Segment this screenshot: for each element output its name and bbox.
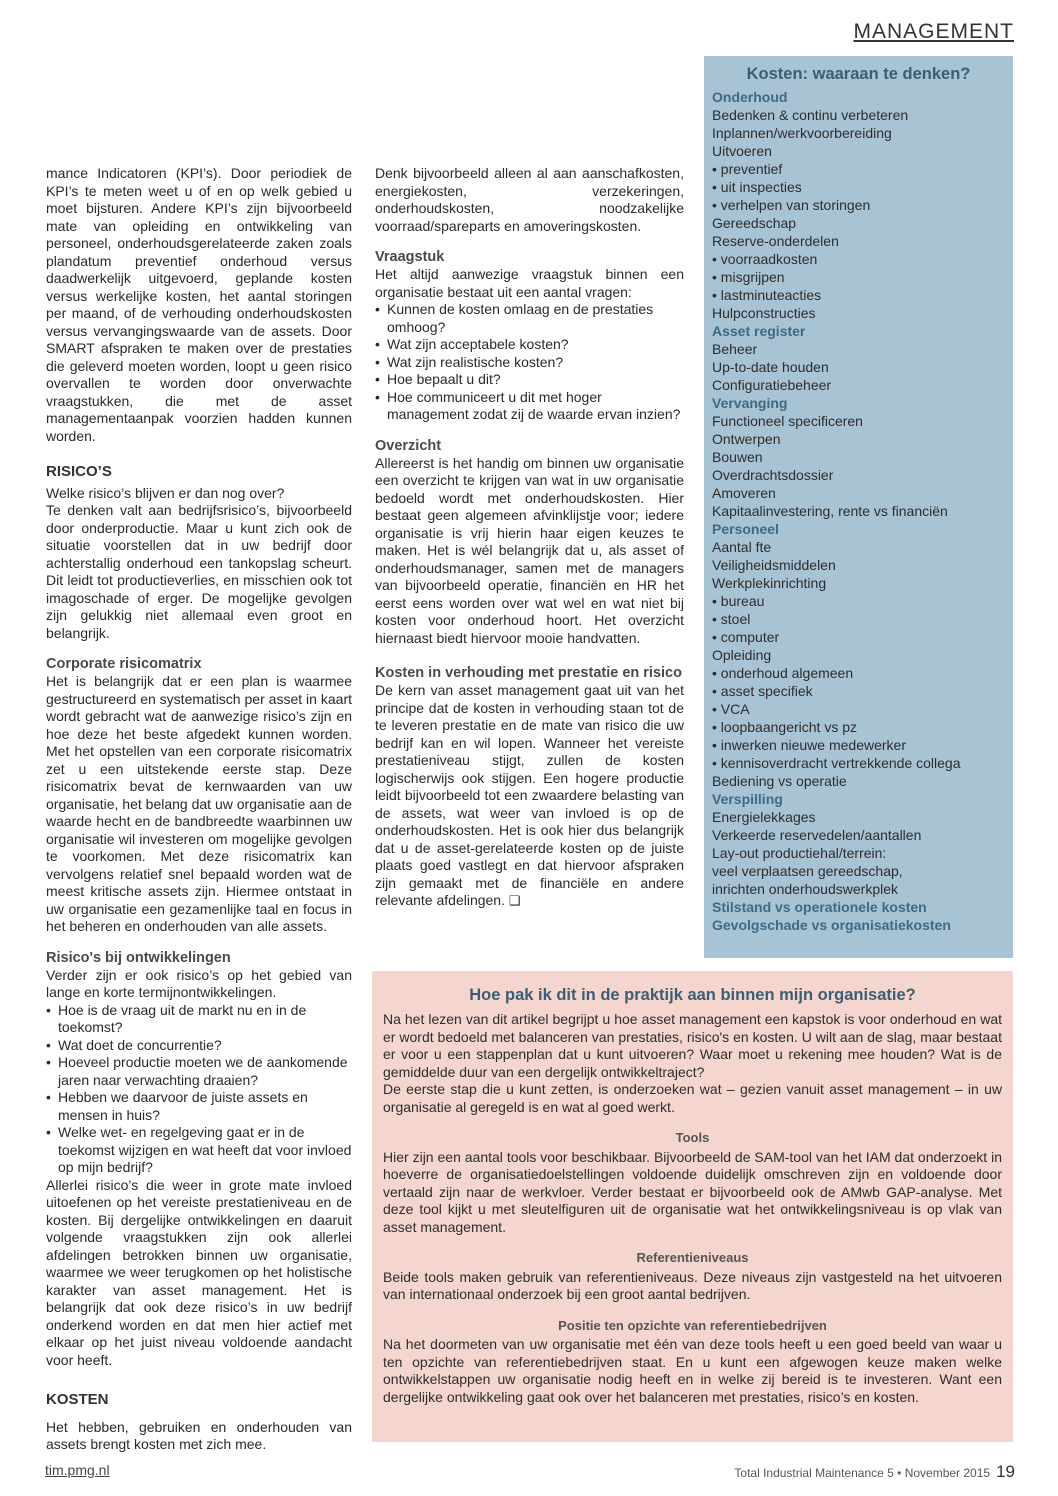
practice-body [372,1011,1013,1406]
sidebar-item: • onderhoud algemeen [712,664,1013,682]
paragraph: Allerlei risico’s die weer in grote mate invloed uitoefenen op het vereiste prestatieniveau en de kosten. Bij dergelijke ontwikkelingen en daaruit volgende vraagstukken zijn ook allerlei afdelingen betrokken binnen uw organisatie, waarmee we weer terugkomen op het holistische karakter van asset management. Het is belangrijk dat ook deze risico’s in uw bedrijf onderkend worden en dat men hier actief met elkaar op het juist niveau voldoende aandacht voor heeft. [46,1176,352,1368]
sidebar-item: • voorraadkosten [712,250,1013,268]
sidebar-item: Overdrachtsdossier [712,467,834,483]
sidebar-item: • inwerken nieuwe medewerker [712,736,1013,754]
article-column-left [46,165,352,1454]
heading-overzicht: Overzicht [375,437,442,454]
sidebar-item: • preventief [712,160,1013,178]
list-item: • Wat zijn realistische kosten? [375,354,684,372]
sidebar-heading: Stilstand vs operationele kosten [712,899,927,915]
sidebar-item: • stoel [712,610,1013,628]
sidebar-title: Kosten: waaraan te denken? [746,65,971,83]
sidebar-item: Kapitaalinvestering, rente vs financiën [712,503,948,519]
sidebar-item: Aantal fte [712,539,772,555]
list-item: • Hoe communiceert u dit met hoger management zodat zij de waarde ervan inzien? [375,389,684,424]
publication-info: Total Industrial Maintenance 5 • November 2015 [734,1466,991,1480]
end-mark-icon: ❑ [508,893,521,908]
sidebar-item: Lay-out productiehal/terrein: [712,845,887,861]
sidebar-item: • bureau [712,592,1013,610]
sidebar-heading: Onderhoud [712,89,788,105]
heading-risicos-ontwikkelingen: Risico's bij ontwikkelingen [46,949,231,966]
list-item: • Hoeveel productie moeten we de aankomende jaren naar verwachting draaien? [46,1054,352,1089]
sidebar-item: Opleiding [712,647,772,663]
sidebar-heading: Gevolgschade vs organisatiekosten [712,917,951,933]
sidebar-item: • lastminuteacties [712,286,1013,304]
list-item: • Hoe bepaalt u dit? [375,371,684,389]
sidebar-item: • kennisoverdracht vertrekkende collega [712,754,1013,772]
paragraph: Het is belangrijk dat er een plan is waarmee gestructureerd en systematisch per asset in kaart wordt gebracht wat de aanwezige risico’s zijn en hoe deze het beste afgedekt kunnen worden. Met het opstellen van een corporate risicomatrix zet u een uitstekende eerste stap. Deze risicomatrix bevat de kernwaarden van uw organisatie, het belang dat uw organisatie aan de waarde hecht en de bandbreedte waarbinnen uw organisatie wil investeren om mogelijke gevolgen te voorkomen. Met deze risicomatrix kan vervolgens relatief snel bepaald worden wat de meest kritische assets zijn. Hiermee ontstaat in uw organisatie een gezamenlijke taal en focus in het beheren en onderhouden van alle assets. [46,673,352,934]
footer-site-link[interactable]: tim.pmg.nl [45,1462,110,1478]
paragraph [375,682,684,910]
practice-title: Hoe pak ik dit in de praktijk aan binnen mijn organisatie? [469,986,916,1004]
sidebar-item: Up-to-date houden [712,359,829,375]
list-item: • Welke wet- en regelgeving gaat er in de toekomst wijzigen en wat heeft dat voor invloed op mijn bedrijf? [46,1124,352,1177]
sidebar-item: Gereedschap [712,215,797,231]
heading-kosten: KOSTEN [46,1391,109,1408]
paragraph: Te denken valt aan bedrijfsrisico’s, bijvoorbeeld door onderproductie. Maar u kunt zich ook de situatie voorstellen dat in uw bedrijf door achterstallig onderhoud een tankopslag scheurt. Dit leidt tot productieverlies, en misschien ook tot imagoschade of erger. De mogelijke gevolgen zijn gelukkig niet allemaal even groot en belangrijk. [46,502,352,641]
sidebar-item: • misgrijpen [712,268,1013,286]
list-item: • Hoe is de vraag uit de markt nu en in de toekomst? [46,1002,352,1037]
heading-risicos: RISICO’S [46,463,112,480]
sidebar-heading: Asset register [712,323,806,339]
paragraph: Na het lezen van dit artikel begrijpt u hoe asset management een kapstok is voor onderhoud en wat er wordt bedoeld met balanceren van prestaties, risico's en kosten. U wilt aan de slag, maar bestaat er voor u een stappenplan dat u kunt uitvoeren? Waar moet u rekening mee houden? Wat is de gemiddelde duur van een dergelijk ontwikkeltraject? [383,1011,1002,1080]
sidebar-item: Beheer [712,341,758,357]
paragraph: Denk bijvoorbeeld alleen al aan aanschafkosten, energiekosten, verzekeringen, onderhoudskosten, noodzakelijke voorraad/spareparts en amoveringskosten. [375,165,684,234]
costs-sidebar [704,56,1013,958]
paragraph: Allereerst is het handig om binnen uw organisatie een overzicht te krijgen van wat in uw organisatie bedoeld wordt met onderhoudskosten. Hier bestaat geen algemeen afvinklijstje voor; iedere organisatie is vrij hierin haar eigen keuzes te maken. Het is wél belangrijk dat u, als asset of onderhoudsmanager, samen met de managers van bijvoorbeeld operatie, financiën en HR het eerst eens worden over wat wel en wat niet bij kosten voor onderhoud hoort. Het overzicht hiernaast biedt hiervoor mooie handvatten. [375,454,684,646]
paragraph: Verder zijn er ook risico’s op het gebied van lange en korte termijnontwikkelingen. [46,966,352,1000]
sidebar-item: Ontwerpen [712,431,781,447]
sidebar-heading: Personeel [712,521,779,537]
sidebar-item: Inplannen/werkvoorbereiding [712,125,892,141]
paragraph: Hier zijn een aantal tools voor beschikbaar. Bijvoorbeeld de SAM-tool van het IAM dat onderzoekt in hoeverre de organisatiedoelstellingen voldoende duidelijk omschreven zijn en voldoende door vertaald zijn naar de werkvloer. Verder bestaat er bijvoorbeeld ook de AMwb GAP-analyse. Met deze tool kijkt u met sleutelfiguren uit de organisatie wat het ontwikkelingsniveau is op vlak van asset management. [383,1148,1002,1235]
sidebar-item: • VCA [712,700,1013,718]
heading-tools: Tools [675,1130,710,1145]
sidebar-item: veel verplaatsen gereedschap, [712,863,903,879]
sidebar-item: Energielekkages [712,809,816,825]
list-item: • Wat doet de concurrentie? [46,1037,352,1055]
sidebar-heading: Verspilling [712,791,783,807]
heading-positie: Positie ten opzichte van referentiebedrijven [558,1317,827,1333]
paragraph: Na het doormeten van uw organisatie met één van deze tools heeft u een goed beeld van waar u ten opzichte van referentiebedrijven staat. En u kunt een afgewogen keuze maken welke ontwikkelstappen uw organisatie nodig heeft en in welke zij bereid is te investeren. Want een dergelijke ontwikkeling gaat ook over het balanceren met prestaties, risico’s en kosten. [383,1336,1002,1405]
sidebar-item: • verhelpen van storingen [712,196,1013,214]
sidebar-item: • computer [712,628,1013,646]
paragraph-text: De kern van asset management gaat uit van het principe dat de kosten in verhouding staan tot de te leveren prestatie en de mate van risico die uw bedrijf kan en wil lopen. Wanneer het vereiste prestatieniveau stijgt, zullen de kosten logischerwijs ook stijgen. Een hogere productie leidt bijvoorbeeld tot een zwaardere belasting van de assets, wat weer van invloed is op de onderhoudskosten. Het is ook hier dus belangrijk dat u de asset-gerelateerde kosten op de juiste plaats goed vastlegt en dat hiervoor afspraken zijn gemaakt met de financiële en andere relevante afdelingen. [375,682,684,908]
page-number: 19 [996,1462,1015,1481]
sidebar-item: Verkeerde reservedelen/aantallen [712,827,922,843]
sidebar-item: Functioneel specificeren [712,413,863,429]
paragraph: Het altijd aanwezige vraagstuk binnen een organisatie bestaat uit een aantal vragen: [375,266,684,300]
sidebar-item: Bouwen [712,449,763,465]
paragraph: Beide tools maken gebruik van referentieniveaus. Deze niveaus zijn vastgesteld na het uitvoeren van internationaal onderzoek bij een groot aantal bedrijven. [383,1268,1002,1302]
heading-kosten-verhouding: Kosten in verhouding met prestatie en risico [375,665,682,681]
sidebar-item: Bediening vs operatie [712,773,847,789]
bullet-list [46,1002,352,1177]
sidebar-item: inrichten onderhoudswerkplek [712,881,898,897]
sidebar-item: Reserve-onderdelen [712,233,839,249]
footer-publication [734,1462,1015,1482]
sidebar-item: Hulpconstructies [712,305,816,321]
sidebar-item: Amoveren [712,485,776,501]
heading-referentieniveaus: Referentieniveaus [636,1250,749,1265]
sidebar-item: • asset specifiek [712,682,1013,700]
sidebar-item: Configuratiebeheer [712,377,832,393]
sidebar-heading: Vervanging [712,395,788,411]
practice-box [372,971,1013,1442]
bullet-list [375,301,684,424]
list-item: • Wat zijn acceptabele kosten? [375,336,684,354]
paragraph: Welke risico’s blijven er dan nog over? [46,484,285,501]
section-label: MANAGEMENT [853,20,1014,43]
list-item: • Kunnen de kosten omlaag en de prestaties omhoog? [375,301,684,336]
paragraph: mance Indicatoren (KPI’s). Door periodiek de KPI’s te meten weet u of en op welk gebied u moet bijsturen. Andere KPI’s zijn bijvoorbeeld mate van opleiding en ontwikkeling van personeel, onderhoudsgerelateerde zaken zoals plandatum preventief onderhoud versus daadwerkelijk uitgevoerd, geplande kosten versus werkelijke kosten, het aantal storingen per maand, of de verhouding onderhoudskosten versus vervangingswaarde van de assets. Door SMART afspraken te maken over de prestaties die geleverd moeten worden, loopt u geen risico overvallen te worden door onverwachte vraagstukken, die met de asset managementaanpak voorzien hadden kunnen worden. [46,165,352,444]
sidebar-item: Bedenken & continu verbeteren [712,107,909,123]
sidebar-list [704,88,1013,934]
heading-corporate-risicomatrix: Corporate risicomatrix [46,656,202,672]
list-item: • Hebben we daarvoor de juiste assets en mensen in huis? [46,1089,352,1124]
sidebar-item: • uit inspecties [712,178,1013,196]
paragraph: De eerste stap die u kunt zetten, is onderzoeken wat – gezien vanuit asset management – in uw organisatie al geregeld is en wat al goed werkt. [383,1081,1002,1115]
sidebar-item: Werkplekinrichting [712,575,827,591]
heading-vraagstuk: Vraagstuk [375,249,445,265]
sidebar-item: Veiligheidsmiddelen [712,557,836,573]
sidebar-item: • loopbaangericht vs pz [712,718,1013,736]
paragraph: Het hebben, gebruiken en onderhouden van assets brengt kosten met zich mee. [46,1418,352,1452]
article-column-middle [375,165,684,910]
sidebar-item: Uitvoeren [712,143,772,159]
